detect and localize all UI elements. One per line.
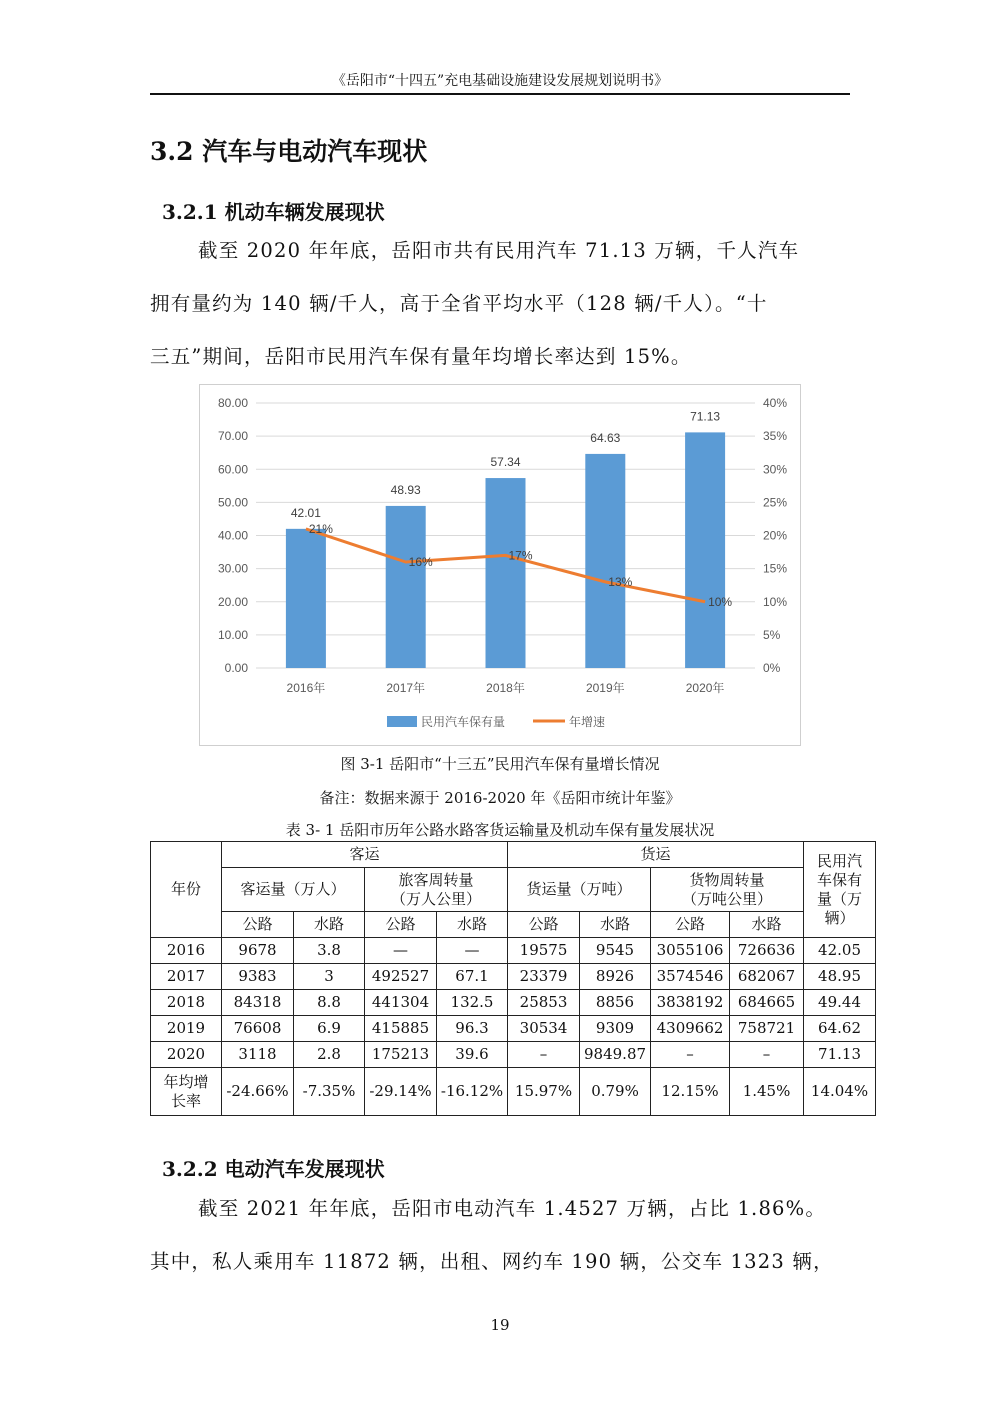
table-row-average-growth bbox=[151, 1068, 876, 1116]
paragraph-line: 截至 2021 年年底，岳阳市电动汽车 1.4527 万辆，占比 1.86%。 bbox=[198, 1197, 827, 1220]
transport-table bbox=[150, 841, 876, 1116]
bar-data-label: 48.93 bbox=[390, 482, 421, 497]
cell-turnover-road: 492527 bbox=[365, 964, 437, 990]
line-data-label: 16% bbox=[408, 555, 433, 569]
y-right-tick-label: 0% bbox=[763, 661, 781, 675]
header-freight: 货运 bbox=[508, 842, 804, 868]
y-right-tick-label: 30% bbox=[763, 462, 788, 477]
cell-freight-road: 25853 bbox=[508, 990, 580, 1016]
bar-data-label: 64.63 bbox=[590, 430, 621, 445]
cell-turnover-road: 415885 bbox=[365, 1016, 437, 1042]
page-number: 19 bbox=[490, 1316, 510, 1334]
y-left-tick-label: 70.00 bbox=[217, 429, 248, 444]
cell-avg-freight-water: 0.79% bbox=[580, 1068, 651, 1116]
cell-avg-turnover-water: -16.12% bbox=[437, 1068, 508, 1116]
cell-freight-turnover-water: 758721 bbox=[730, 1016, 804, 1042]
cell-freight-turnover-road: 4309662 bbox=[651, 1016, 730, 1042]
y-left-tick-label: 10.00 bbox=[217, 627, 248, 642]
cell-freight-turnover-road: – bbox=[651, 1042, 730, 1068]
header-passenger: 客运 bbox=[222, 842, 508, 868]
cell-civil-cars: 71.13 bbox=[804, 1042, 876, 1068]
cell-civil-cars: 48.95 bbox=[804, 964, 876, 990]
header-road: 公路 bbox=[508, 912, 580, 938]
header-year: 年份 bbox=[151, 842, 222, 938]
cell-avg-passenger-road: -24.66% bbox=[222, 1068, 294, 1116]
y-right-tick-label: 35% bbox=[763, 429, 788, 444]
cell-year: 2016 bbox=[151, 938, 222, 964]
y-left-tick-label: 50.00 bbox=[217, 495, 248, 510]
subsection-heading-electric-vehicles: 3.2.2 电动汽车发展现状 bbox=[162, 1157, 385, 1181]
x-tick-label: 2018年 bbox=[486, 681, 525, 695]
header-civil-cars: 民用汽 车保有 量（万 辆） bbox=[804, 842, 876, 938]
cell-civil-cars: 49.44 bbox=[804, 990, 876, 1016]
cell-turnover-road: — bbox=[365, 938, 437, 964]
cell-freight-water: 9545 bbox=[580, 938, 651, 964]
paragraph-line: 三五”期间，岳阳市民用汽车保有量年均增长率达到 15%。 bbox=[150, 345, 692, 368]
cell-turnover-road: 175213 bbox=[365, 1042, 437, 1068]
paragraph-line: 拥有量约为 140 辆/千人，高于全省平均水平（128 辆/千人）。“十 bbox=[150, 292, 768, 315]
cell-civil-cars: 64.62 bbox=[804, 1016, 876, 1042]
cell-turnover-water: — bbox=[437, 938, 508, 964]
cell-passenger-water: 8.8 bbox=[294, 990, 365, 1016]
y-left-tick-label: 20.00 bbox=[217, 594, 248, 609]
figure-note: 备注：数据来源于 2016-2020 年《岳阳市统计年鉴》 bbox=[319, 789, 681, 807]
table-row bbox=[151, 990, 876, 1016]
cell-freight-turnover-water: 682067 bbox=[730, 964, 804, 990]
cell-civil-cars: 42.05 bbox=[804, 938, 876, 964]
cell-year: 2017 bbox=[151, 964, 222, 990]
cell-year: 2019 bbox=[151, 1016, 222, 1042]
y-right-tick-label: 40% bbox=[763, 396, 788, 410]
cell-passenger-road: 9383 bbox=[222, 964, 294, 990]
header-road: 公路 bbox=[651, 912, 730, 938]
cell-avg-label: 年均增 长率 bbox=[151, 1068, 222, 1116]
table-row bbox=[151, 1016, 876, 1042]
y-left-tick-label: 80.00 bbox=[217, 396, 248, 410]
cell-freight-turnover-water: 726636 bbox=[730, 938, 804, 964]
vehicle-growth-chart bbox=[199, 384, 801, 746]
y-left-tick-label: 60.00 bbox=[217, 462, 248, 477]
cell-freight-road: 19575 bbox=[508, 938, 580, 964]
cell-freight-road: – bbox=[508, 1042, 580, 1068]
y-right-tick-label: 25% bbox=[763, 495, 788, 510]
line-data-label: 17% bbox=[508, 548, 533, 563]
header-water: 水路 bbox=[437, 912, 508, 938]
cell-freight-turnover-road: 3574546 bbox=[651, 964, 730, 990]
bar bbox=[286, 529, 326, 668]
chart-svg bbox=[200, 385, 800, 745]
y-left-tick-label: 40.00 bbox=[217, 528, 248, 543]
cell-year: 2018 bbox=[151, 990, 222, 1016]
bar-data-label: 42.01 bbox=[290, 505, 321, 520]
cell-freight-water: 8926 bbox=[580, 964, 651, 990]
cell-avg-turnover-road: -29.14% bbox=[365, 1068, 437, 1116]
line-data-label: 10% bbox=[708, 594, 733, 609]
cell-freight-turnover-water: 684665 bbox=[730, 990, 804, 1016]
paragraph-motor-vehicles bbox=[150, 224, 850, 383]
paragraph-line: 其中，私人乘用车 11872 辆，出租、网约车 190 辆，公交车 1323 辆， bbox=[150, 1250, 834, 1273]
subsection-heading-motor-vehicles: 3.2.1 机动车辆发展现状 bbox=[162, 200, 385, 224]
x-tick-label: 2019年 bbox=[585, 681, 625, 695]
bar bbox=[585, 454, 625, 668]
bar-data-label: 71.13 bbox=[690, 409, 721, 424]
cell-passenger-road: 76608 bbox=[222, 1016, 294, 1042]
header-water: 水路 bbox=[730, 912, 804, 938]
cell-freight-road: 23379 bbox=[508, 964, 580, 990]
y-right-tick-label: 15% bbox=[763, 561, 788, 576]
header-passenger-volume: 客运量（万人） bbox=[222, 868, 365, 912]
cell-freight-turnover-road: 3055106 bbox=[651, 938, 730, 964]
cell-avg-civil-cars: 14.04% bbox=[804, 1068, 876, 1116]
cell-passenger-road: 3118 bbox=[222, 1042, 294, 1068]
x-tick-label: 2020年 bbox=[685, 681, 725, 695]
header-water: 水路 bbox=[580, 912, 651, 938]
cell-avg-passenger-water: -7.35% bbox=[294, 1068, 365, 1116]
y-left-tick-label: 0.00 bbox=[224, 661, 248, 675]
header-freight-volume: 货运量（万吨） bbox=[508, 868, 651, 912]
cell-year: 2020 bbox=[151, 1042, 222, 1068]
table-row bbox=[151, 1042, 876, 1068]
cell-turnover-water: 96.3 bbox=[437, 1016, 508, 1042]
bar bbox=[685, 432, 725, 668]
legend-label-line: 年增速 bbox=[569, 715, 606, 729]
cell-freight-water: 9309 bbox=[580, 1016, 651, 1042]
table-row bbox=[151, 938, 876, 964]
paragraph-line: 截至 2020 年年底，岳阳市共有民用汽车 71.13 万辆，千人汽车 bbox=[198, 239, 800, 262]
cell-avg-freight-road: 15.97% bbox=[508, 1068, 580, 1116]
cell-passenger-water: 2.8 bbox=[294, 1042, 365, 1068]
x-tick-label: 2017年 bbox=[386, 681, 426, 695]
legend-label-bar: 民用汽车保有量 bbox=[421, 715, 506, 729]
cell-passenger-water: 6.9 bbox=[294, 1016, 365, 1042]
header-rule bbox=[150, 93, 850, 95]
section-heading: 3.2 汽车与电动汽车现状 bbox=[150, 137, 428, 166]
cell-freight-turnover-road: 3838192 bbox=[651, 990, 730, 1016]
cell-passenger-water: 3.8 bbox=[294, 938, 365, 964]
bar bbox=[486, 478, 526, 668]
y-left-tick-label: 30.00 bbox=[217, 561, 248, 576]
table-row bbox=[151, 964, 876, 990]
cell-freight-turnover-water: – bbox=[730, 1042, 804, 1068]
cell-avg-freight-turnover-road: 12.15% bbox=[651, 1068, 730, 1116]
header-passenger-turnover: 旅客周转量 （万人公里） bbox=[365, 868, 508, 912]
bar-data-label: 57.34 bbox=[490, 455, 521, 470]
header-freight-turnover: 货物周转量 （万吨公里） bbox=[651, 868, 804, 912]
cell-turnover-water: 132.5 bbox=[437, 990, 508, 1016]
header-road: 公路 bbox=[222, 912, 294, 938]
cell-turnover-road: 441304 bbox=[365, 990, 437, 1016]
line-data-label: 21% bbox=[308, 521, 333, 536]
figure-caption: 图 3-1 岳阳市“十三五”民用汽车保有量增长情况 bbox=[340, 755, 660, 773]
cell-turnover-water: 39.6 bbox=[437, 1042, 508, 1068]
cell-passenger-road: 84318 bbox=[222, 990, 294, 1016]
header-road: 公路 bbox=[365, 912, 437, 938]
legend-swatch-bar bbox=[387, 716, 417, 727]
table-caption: 表 3- 1 岳阳市历年公路水路客货运输量及机动车保有量发展状况 bbox=[285, 821, 715, 839]
cell-passenger-road: 9678 bbox=[222, 938, 294, 964]
line-data-label: 13% bbox=[608, 574, 633, 589]
cell-turnover-water: 67.1 bbox=[437, 964, 508, 990]
header-water: 水路 bbox=[294, 912, 365, 938]
document-header: 《岳阳市“十四五”充电基础设施建设发展规划说明书》 bbox=[331, 73, 669, 89]
cell-passenger-water: 3 bbox=[294, 964, 365, 990]
cell-freight-road: 30534 bbox=[508, 1016, 580, 1042]
y-right-tick-label: 20% bbox=[763, 528, 788, 543]
paragraph-electric-vehicles bbox=[150, 1182, 850, 1288]
cell-avg-freight-turnover-water: 1.45% bbox=[730, 1068, 804, 1116]
cell-freight-water: 8856 bbox=[580, 990, 651, 1016]
bar bbox=[386, 506, 426, 668]
cell-freight-water: 9849.87 bbox=[580, 1042, 651, 1068]
y-right-tick-label: 10% bbox=[763, 594, 788, 609]
y-right-tick-label: 5% bbox=[763, 627, 781, 642]
x-tick-label: 2016年 bbox=[286, 681, 326, 695]
